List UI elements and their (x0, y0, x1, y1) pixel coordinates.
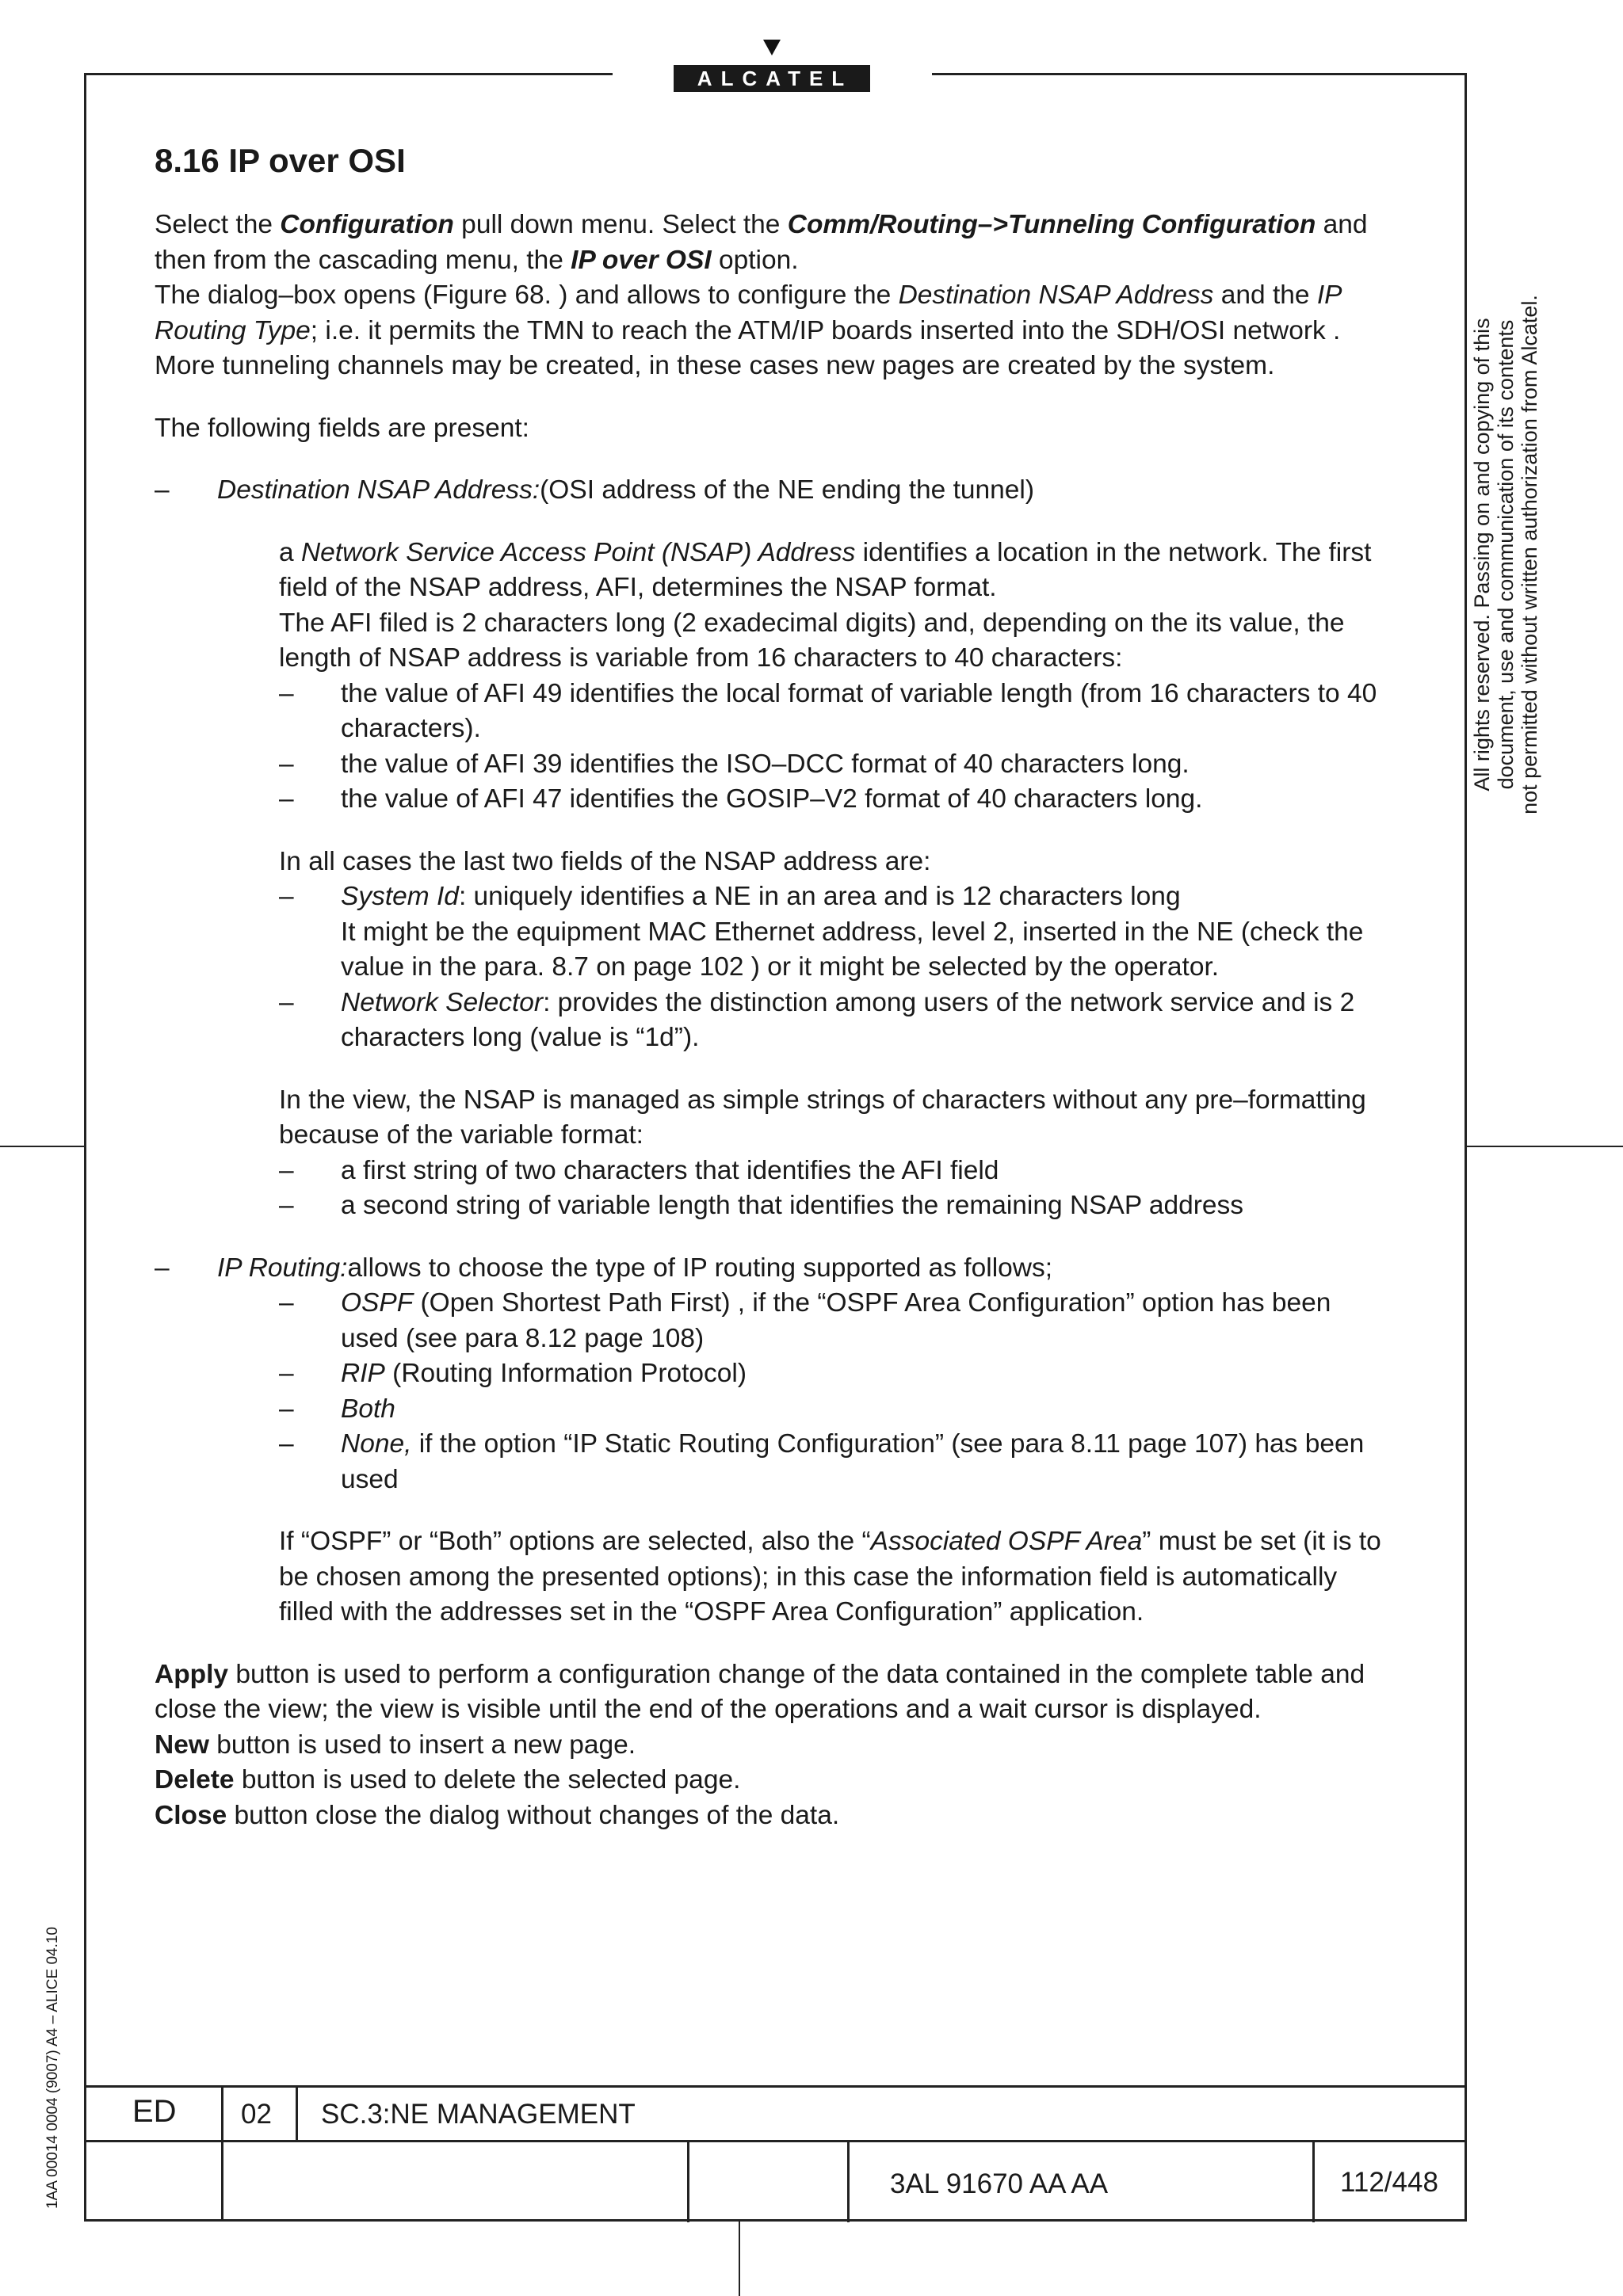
alcatel-logo (674, 40, 870, 92)
view-item: – a second string of variable length that identifies the remaining NSAP address (279, 1191, 1244, 1220)
afi-item: – the value of AFI 49 identifies the local format of variable length (from 16 characters to 40 characters). (279, 678, 1377, 743)
apply-desc: Apply button is used to perform a configuration change of the data contained in the complete table and close the view; the view is visible until the end of the operations and a wait cursor is displayed. (155, 1659, 1365, 1724)
logo-triangle-icon (763, 40, 781, 55)
ip-routing-item: – IP Routing:allows to choose the type of IP routing supported as follows; (155, 1253, 1053, 1283)
footer-table (84, 2085, 1467, 2222)
system-id-item: – System Id: uniquely identifies a NE in an area and is 12 characters long It might be the equipment MAC Ethernet address, level 2, inserted in the NE (check the value in the para. 8.7 on page 102 ) or it might be selected by the operator. (279, 882, 1364, 982)
routing-option-none: – None, if the option “IP Static Routing Configuration” (see para 8.11 page 107) has been used (279, 1429, 1365, 1494)
nsap-paragraph-1: a Network Service Access Point (NSAP) Address identifies a location in the network. The first field of the NSAP address, AFI, determines the NSAP format. (279, 537, 1372, 602)
delete-desc: Delete button is used to delete the selected page. (155, 1765, 741, 1794)
page-body (155, 141, 1395, 1833)
frame-top-left-line (84, 73, 613, 75)
fold-mark-bottom (739, 2222, 740, 2296)
view-item: – a first string of two characters that identifies the AFI field (279, 1155, 999, 1185)
ospf-area-note: If “OSPF” or “Both” options are selected, also the “Associated OSPF Area” must be set (it is to be chosen among the presented options); in this case the information field is automatically filled with the addresses set in the “OSPF Area Configuration” application. (279, 1527, 1381, 1627)
section-heading: 8.16 IP over OSI (155, 142, 406, 179)
fold-mark-right (1466, 1146, 1623, 1147)
new-desc: New button is used to insert a new page. (155, 1730, 636, 1760)
footer-section: SC.3:NE MANAGEMENT (321, 2099, 636, 2130)
fields-intro: The following fields are present: (155, 413, 529, 443)
intro-paragraph-2: The dialog–box opens (Figure 68. ) and allows to configure the Destination NSAP Address and the IP Routing Type; i.e. it permits the TMN to reach the ATM/IP boards inserted into the SDH/OSI network . More tunneling channels may be created, in these cases new pages are created by the system. (155, 280, 1342, 380)
form-code: 1AA 00014 0004 (9007) A4 – ALICE 04.10 (44, 1927, 61, 2210)
footer-ed-value: 02 (241, 2099, 272, 2130)
fold-mark-left (0, 1146, 86, 1147)
afi-item: – the value of AFI 39 identifies the ISO–DCC format of 40 characters long. (279, 749, 1190, 779)
footer-ed-label: ED (132, 2094, 177, 2129)
network-selector-item: – Network Selector: provides the distinction among users of the network service and is 2 characters long (value is “1d”). (279, 987, 1355, 1052)
footer-doc-code: 3AL 91670 AA AA (890, 2168, 1109, 2199)
afi-item: – the value of AFI 47 identifies the GOSIP–V2 format of 40 characters long. (279, 784, 1203, 814)
frame-right-line (1465, 73, 1467, 2222)
nsap-field-desc: (OSI address of the NE ending the tunnel) (540, 475, 1034, 505)
last-fields-intro: In all cases the last two fields of the NSAP address are: (279, 846, 931, 876)
logo-text: ALCATEL (674, 65, 870, 92)
footer-page-number: 112/448 (1340, 2167, 1438, 2198)
intro-paragraph-1: Select the Configuration pull down menu. Select the Comm/Routing–>Tunneling Configuration and then from the cascading menu, the IP over OSI option. (155, 210, 1368, 275)
view-intro: In the view, the NSAP is managed as simple strings of characters without any pre–formatting because of the variable format: (279, 1085, 1366, 1150)
dash-bullet: – (155, 475, 170, 505)
close-desc: Close button close the dialog without changes of the data. (155, 1800, 840, 1830)
routing-option-both: – Both (279, 1394, 395, 1424)
nsap-paragraph-2: The AFI filed is 2 characters long (2 exadecimal digits) and, depending on the its value, the length of NSAP address is variable from 16 characters to 40 characters: (279, 608, 1345, 673)
routing-option-ospf: – OSPF (Open Shortest Path First) , if the “OSPF Area Configuration” option has been used (see para 8.12 page 108) (279, 1288, 1331, 1353)
ip-routing-label: IP Routing: (217, 1253, 348, 1283)
nsap-field-item (155, 473, 1395, 509)
frame-left-line (84, 73, 86, 2222)
nsap-field-label: Destination NSAP Address: (217, 475, 540, 505)
copyright-note: All rights reserved. Passing on and copying of this document, use and communication of its contents not permitted without written authorization from Alcatel. (1470, 295, 1541, 814)
routing-option-rip: – RIP (Routing Information Protocol) (279, 1359, 747, 1388)
frame-top-right-line (932, 73, 1467, 75)
